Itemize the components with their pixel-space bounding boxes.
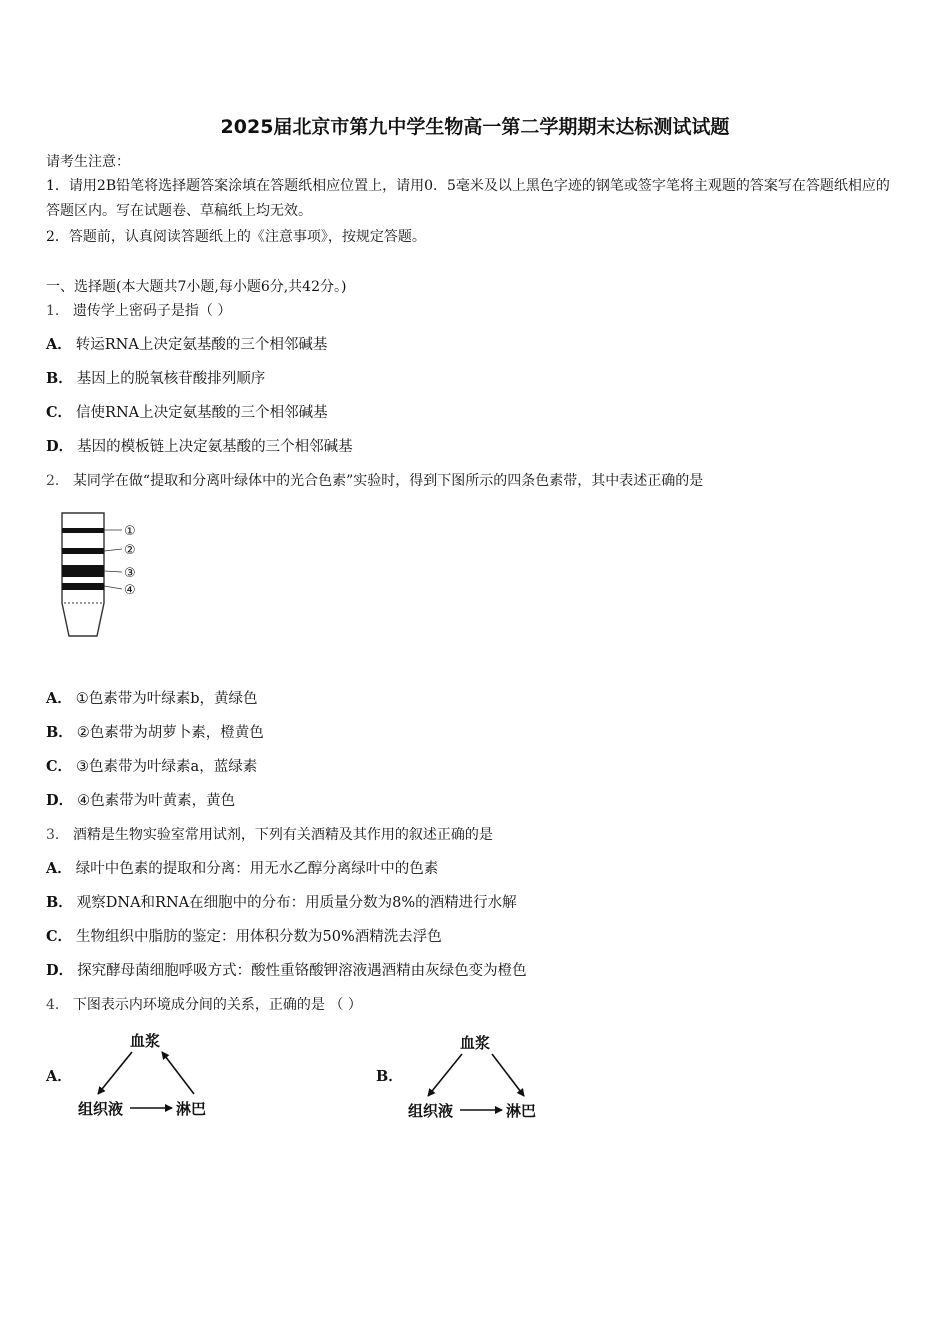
option-key: A． xyxy=(46,860,72,877)
notice-item-2: 2．答题前，认真阅读答题纸上的《注意事项》，按规定答题。 xyxy=(46,229,426,245)
question-2-stem xyxy=(46,472,703,490)
option-key: B． xyxy=(46,370,73,387)
band-label-1: ① xyxy=(124,524,136,539)
question-number: 4． xyxy=(46,997,69,1013)
band-label-4: ④ xyxy=(124,583,136,598)
option-text: 基因的模板链上决定氨基酸的三个相邻碱基 xyxy=(77,439,353,455)
node-lymph: 淋巴 xyxy=(506,1102,537,1120)
question-number: 1． xyxy=(46,303,69,319)
question-number: 2． xyxy=(46,473,69,489)
question-2-option-b xyxy=(46,724,264,742)
notice-item-1: 1．请用2B铅笔将选择题答案涂填在答题纸相应位置上，请用0．5毫米及以上黑色字迹的钢笔或签字笔将主观题的答案写在答题纸相应的答题区内。写在试题卷、草稿纸上均无效。 xyxy=(46,178,890,219)
question-text: 遗传学上密码子是指（ ） xyxy=(72,303,232,319)
band-2 xyxy=(62,548,104,554)
question-3-option-b xyxy=(46,894,517,912)
option-text: 探究酵母菌细胞呼吸方式：酸性重铬酸钾溶液遇酒精由灰绿色变为橙色 xyxy=(77,963,527,979)
option-text: ④色素带为叶黄素，黄色 xyxy=(77,793,236,809)
question-2-option-c xyxy=(46,758,257,776)
question-1-stem xyxy=(46,302,231,320)
node-tissue-fluid: 组织液 xyxy=(78,1100,124,1118)
band-4 xyxy=(62,583,104,590)
question-number: 3． xyxy=(46,827,69,843)
node-plasma: 血浆 xyxy=(460,1034,491,1052)
option-key: A． xyxy=(46,690,72,707)
option-text: 观察DNA和RNA在细胞中的分布：用质量分数为8%的酒精进行水解 xyxy=(76,895,517,911)
question-3-option-c xyxy=(46,928,442,946)
band-label-3: ③ xyxy=(124,566,136,581)
question-3-option-a xyxy=(46,860,438,878)
question-text: 酒精是生物实验室常用试剂，下列有关酒精及其作用的叙述正确的是 xyxy=(72,827,493,843)
option-key: C． xyxy=(46,758,73,775)
arrow-lymph-to-plasma xyxy=(162,1052,194,1094)
diagram-option-a xyxy=(74,1024,234,1124)
node-tissue-fluid: 组织液 xyxy=(408,1102,454,1120)
option-text: ②色素带为胡萝卜素，橙黄色 xyxy=(76,725,264,741)
arrow-plasma-to-lymph xyxy=(492,1054,524,1096)
option-key: D． xyxy=(46,792,74,809)
question-2-option-d xyxy=(46,792,235,810)
option-text: 绿叶中色素的提取和分离：用无水乙醇分离绿叶中的色素 xyxy=(75,861,439,877)
diagram-option-b xyxy=(404,1026,564,1126)
question-1-option-b xyxy=(46,370,265,388)
option-text: ①色素带为叶绿素b，黄绿色 xyxy=(75,691,258,707)
band-3 xyxy=(62,565,104,577)
node-plasma: 血浆 xyxy=(130,1032,161,1050)
option-key: D． xyxy=(46,962,74,979)
option-key: A． xyxy=(46,336,72,353)
chromatography-strip-figure xyxy=(40,508,160,643)
question-1-option-d xyxy=(46,438,353,456)
question-4-option-b-key: B． xyxy=(376,1068,403,1085)
arrow-plasma-to-tissue xyxy=(98,1052,132,1094)
arrow-plasma-to-tissue xyxy=(428,1054,462,1096)
option-key: B． xyxy=(46,724,73,741)
question-text: 下图表示内环境成分间的关系，正确的是 （ ） xyxy=(72,997,362,1013)
band-1 xyxy=(62,528,104,533)
question-text: 某同学在做“提取和分离叶绿体中的光合色素”实验时，得到下图所示的四条色素带，其中表述正确的是 xyxy=(72,473,704,489)
question-1-option-a xyxy=(46,336,327,354)
question-1-option-c xyxy=(46,404,328,422)
option-text: ③色素带为叶绿素a，蓝绿素 xyxy=(76,759,258,775)
exam-title: 2025届北京市第九中学生物高一第二学期期末达标测试试题 xyxy=(220,116,730,138)
option-text: 转运RNA上决定氨基酸的三个相邻碱基 xyxy=(75,337,328,353)
question-4-stem xyxy=(46,996,362,1014)
option-key: C． xyxy=(46,928,73,945)
option-key: D． xyxy=(46,438,74,455)
option-text: 信使RNA上决定氨基酸的三个相邻碱基 xyxy=(76,405,328,421)
option-text: 基因上的脱氧核苷酸排列顺序 xyxy=(76,371,266,387)
question-3-option-d xyxy=(46,962,527,980)
option-key: C． xyxy=(46,404,73,421)
option-text: 生物组织中脂肪的鉴定：用体积分数为50%酒精洗去浮色 xyxy=(76,929,442,945)
question-2-option-a xyxy=(46,690,258,708)
node-lymph: 淋巴 xyxy=(176,1100,207,1118)
question-4-option-a-key: A． xyxy=(46,1068,72,1085)
option-key: B． xyxy=(46,894,73,911)
section-heading: 一、选择题(本大题共7小题,每小题6分,共42分。) xyxy=(46,279,347,295)
band-label-2: ② xyxy=(124,543,136,558)
notice-heading: 请考生注意： xyxy=(46,154,130,170)
question-3-stem xyxy=(46,826,493,844)
